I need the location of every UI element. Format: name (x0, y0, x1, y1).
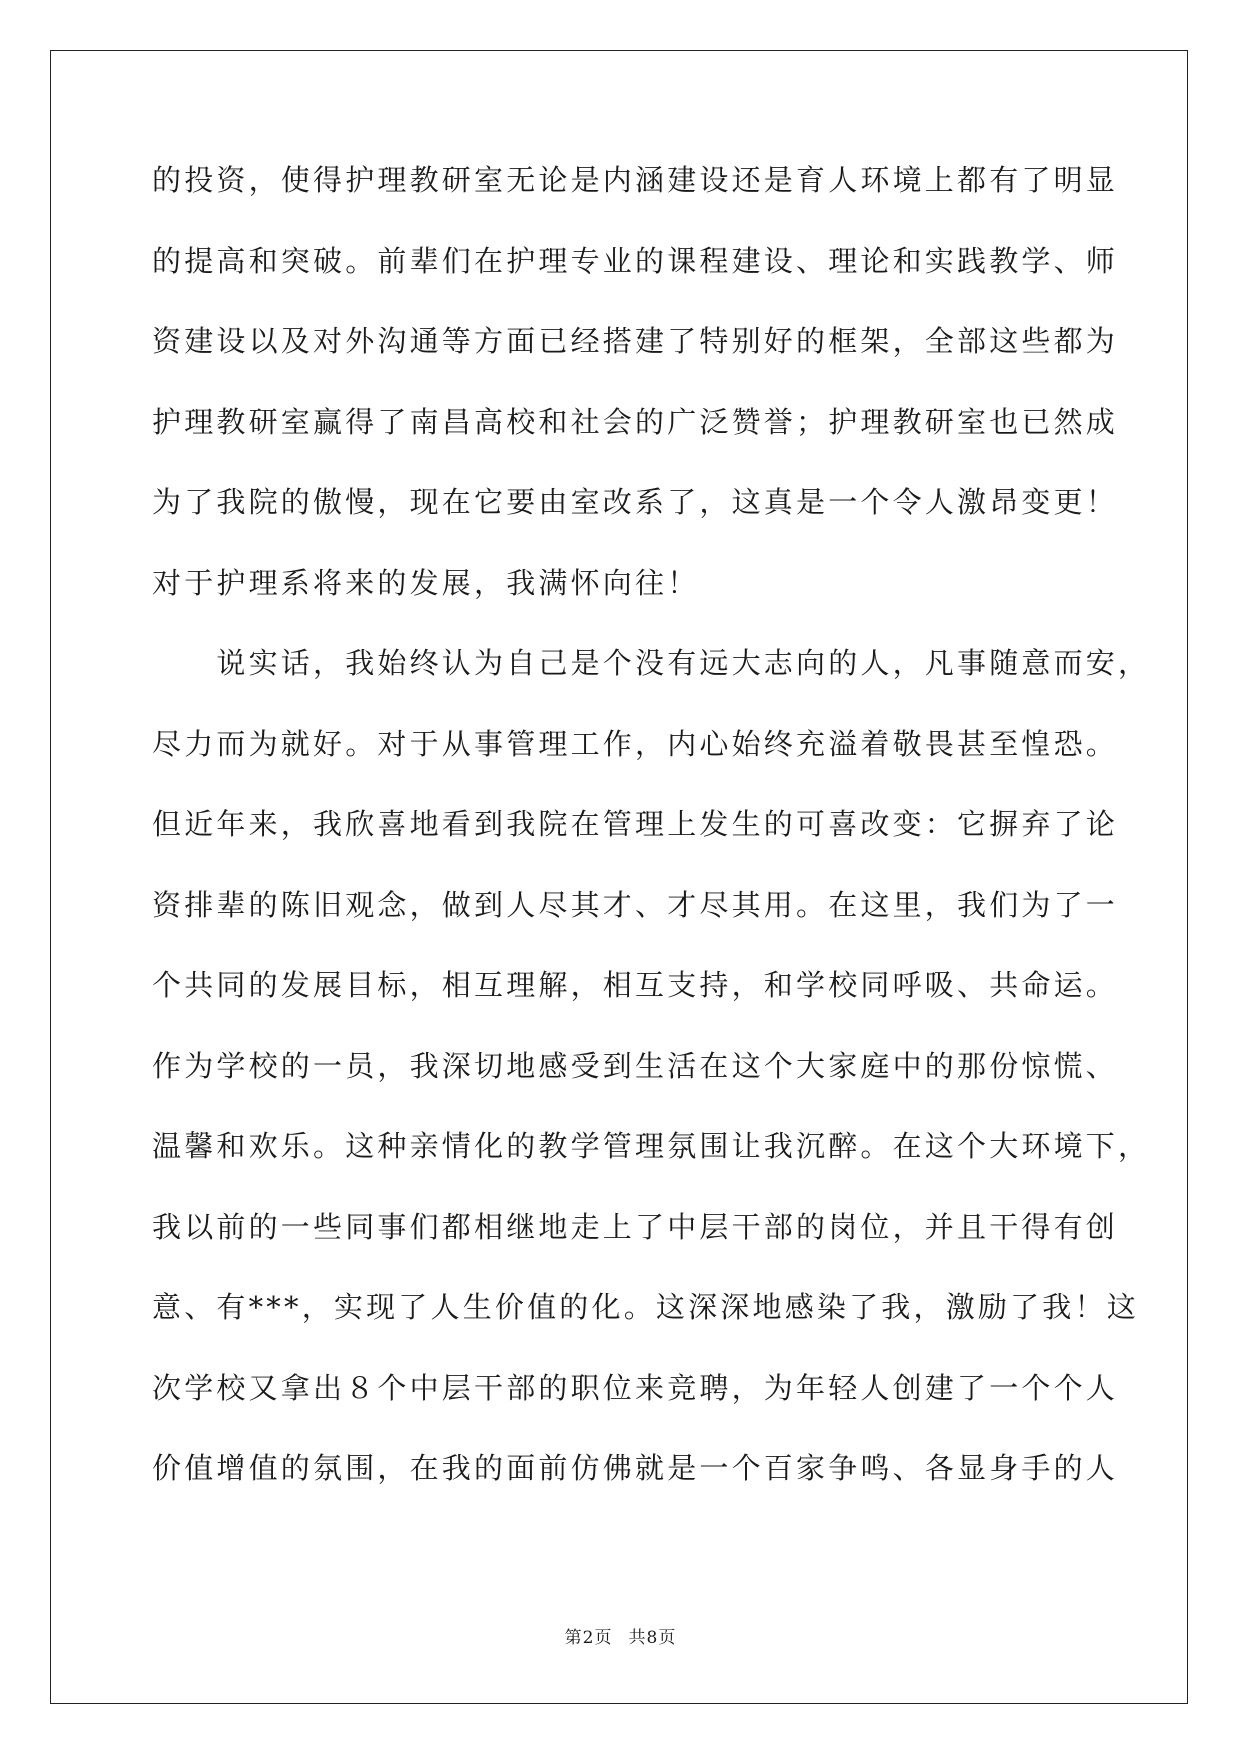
text-line: 次学校又拿出８个中层干部的职位来竞聘，为年轻人创建了一个个人 (152, 1370, 1119, 1405)
text-line: 资建设以及对外沟通等方面已经搭建了特别好的框架，全部这些都为 (152, 324, 1119, 358)
page-number-current: 第2页 (564, 1628, 613, 1648)
text-line: 意、有***，实现了人生价值的化。这深深地感染了我，激励了我！这 (152, 1290, 1139, 1324)
text-line: 价值增值的氛围，在我的面前仿佛就是一个百家争鸣、各显身手的人 (152, 1451, 1119, 1485)
text-line: 对于护理系将来的发展，我满怀向往！ (152, 565, 700, 600)
text-line: 尽力而为就好。对于从事管理工作，内心始终充溢着敬畏甚至惶恐。 (152, 726, 1119, 761)
text-line: 资排辈的陈旧观念，做到人尽其才、才尽其用。在这里，我们为了一 (152, 887, 1119, 922)
body-text (152, 160, 1151, 1529)
text-line: 护理教研室赢得了南昌高校和社会的广泛赞誉；护理教研室也已然成 (152, 404, 1119, 439)
text-line: 我以前的一些同事们都相继地走上了中层干部的岗位，并且干得有创 (152, 1209, 1119, 1244)
text-line: 说实话，我始终认为自己是个没有远大志向的人，凡事随意而安， (152, 646, 1151, 680)
text-line: 但近年来，我欣喜地看到我院在管理上发生的可喜改变：它摒弃了论 (152, 807, 1119, 841)
text-line: 作为学校的一员，我深切地感受到生活在这个大家庭中的那份惊慌、 (152, 1048, 1119, 1083)
text-line: 温馨和欢乐。这种亲情化的教学管理氛围让我沉醉。在这个大环境下， (152, 1129, 1151, 1163)
text-line: 个共同的发展目标，相互理解，相互支持，和学校同呼吸、共命运。 (152, 968, 1119, 1002)
text-line: 的投资，使得护理教研室无论是内涵建设还是育人环境上都有了明显 (152, 163, 1119, 197)
text-line: 为了我院的傲慢，现在它要由室改系了，这真是一个令人激昂变更！ (152, 485, 1119, 519)
page-footer (0, 1623, 1241, 1648)
page-number-total: 共8页 (628, 1628, 677, 1648)
text-line: 的提高和突破。前辈们在护理专业的课程建设、理论和实践教学、师 (152, 243, 1119, 278)
